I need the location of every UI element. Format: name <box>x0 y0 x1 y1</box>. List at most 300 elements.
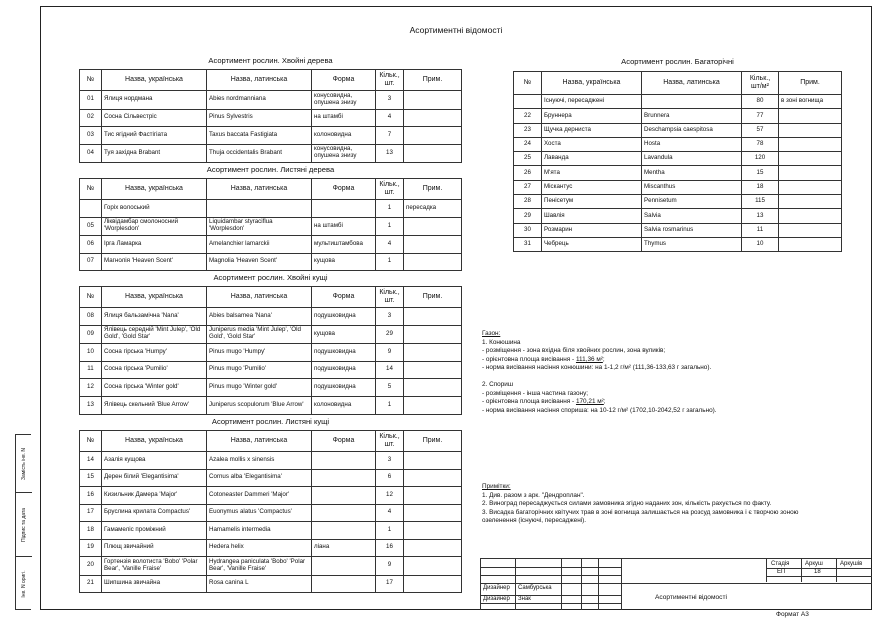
row-number: 31 <box>514 237 542 251</box>
plant-form <box>312 469 376 487</box>
plant-form: подушковидна <box>312 344 376 362</box>
table-row <box>80 217 462 236</box>
row-number: 12 <box>80 379 102 397</box>
row-number: 11 <box>80 361 102 379</box>
plant-form <box>312 200 376 218</box>
section-title: Асортимент рослин. Листяні дерева <box>80 163 462 179</box>
column-header: Форма <box>312 287 376 308</box>
quantity: 4 <box>376 109 404 127</box>
row-number: 27 <box>514 180 542 194</box>
name-latin: Juniperus media 'Mint Julep', 'Old Gold', 'Gold Star' <box>207 325 312 344</box>
table-row <box>80 396 462 415</box>
column-header: Кільк., шт. <box>376 70 404 91</box>
header-row <box>80 70 462 91</box>
lawn-item2-area: 170,21 м² <box>575 398 604 406</box>
name-latin: Salvia <box>642 209 742 223</box>
name-latin: Rosa canina L <box>207 575 312 593</box>
note <box>404 396 462 415</box>
side-stamp <box>15 434 31 610</box>
name-latin <box>207 200 312 218</box>
name-latin: Lavandula <box>642 152 742 166</box>
title-block-rule <box>766 576 872 577</box>
title-block-rule <box>621 583 872 584</box>
header-row <box>80 431 462 452</box>
row-number: 19 <box>80 539 102 557</box>
plant-form: конусовидна, опушена знизу <box>312 91 376 110</box>
name-latin: Thymus <box>642 237 742 251</box>
table-row <box>514 209 842 223</box>
plant-form: подушковидна <box>312 379 376 397</box>
column-header: Кільк., шт/м² <box>742 72 779 95</box>
row-number: 26 <box>514 166 542 180</box>
name-ukrainian: Шавлія <box>542 209 642 223</box>
lawn-item1-area-post: ; <box>602 355 605 363</box>
column-header: Прим. <box>404 70 462 91</box>
trees-shrubs-table <box>79 54 462 593</box>
lawn-item1-area: 111,36 м² <box>575 355 603 363</box>
row-number: 14 <box>80 452 102 470</box>
row-number: 09 <box>80 325 102 344</box>
plant-form: на штамбі <box>312 109 376 127</box>
quantity: 4 <box>376 504 404 522</box>
name-ukrainian: Ліквідамбар смолоносний 'Worplesdon' <box>102 217 207 236</box>
lawn-item2-title: 2. Спориш <box>482 380 513 388</box>
title-block-rule <box>766 559 767 582</box>
table-row <box>80 200 462 218</box>
name-latin: Pinus mugo 'Winter gold' <box>207 379 312 397</box>
row-number: 17 <box>80 504 102 522</box>
quantity: 3 <box>376 452 404 470</box>
name-latin: Taxus baccata Fastigiata <box>207 127 312 145</box>
name-ukrainian: Сосна гірська 'Humpy' <box>102 344 207 362</box>
table-row <box>514 123 842 137</box>
column-header: Прим. <box>404 431 462 452</box>
column-header: Форма <box>312 431 376 452</box>
note <box>404 557 462 576</box>
section-title-row <box>514 54 842 72</box>
name-ukrainian: Горіх волоський <box>102 200 207 218</box>
name-latin: Thuja occidentalis Brabant <box>207 144 312 163</box>
row-number: 16 <box>80 487 102 505</box>
column-header: Кільк., шт. <box>376 287 404 308</box>
quantity: 1 <box>376 200 404 218</box>
quantity: 115 <box>742 195 779 209</box>
row-number: 22 <box>514 109 542 123</box>
column-header: Кільк., шт. <box>376 179 404 200</box>
plant-form: колоновидна <box>312 396 376 415</box>
name-ukrainian: Тис ягідний Фастігіата <box>102 127 207 145</box>
note <box>404 144 462 163</box>
quantity: 14 <box>376 361 404 379</box>
quantity: 57 <box>742 123 779 137</box>
row-number: 06 <box>80 236 102 254</box>
quantity: 13 <box>376 144 404 163</box>
column-header: № <box>80 287 102 308</box>
name-ukrainian: Туя західна Brabant <box>102 144 207 163</box>
quantity: 5 <box>376 379 404 397</box>
name-ukrainian: Міскантус <box>542 180 642 194</box>
quantity: 1 <box>376 396 404 415</box>
row-number: 07 <box>80 253 102 271</box>
name-ukrainian: Гамамеліс проміжний <box>102 522 207 540</box>
table-row <box>514 95 842 109</box>
plant-form <box>312 487 376 505</box>
table-row <box>80 487 462 505</box>
table-row <box>80 325 462 344</box>
note <box>404 91 462 110</box>
row-number: 01 <box>80 91 102 110</box>
name-latin: Deschampsia caespitosa <box>642 123 742 137</box>
plant-form <box>312 522 376 540</box>
title-block-rule <box>481 603 621 604</box>
lawn-item1-title: 1. Конюшина <box>482 338 521 346</box>
row-number: 21 <box>80 575 102 593</box>
remarks-line1: 1. Див. разом з арк. "Дендроплан". <box>482 491 585 499</box>
quantity: 13 <box>742 209 779 223</box>
sheets-label: Аркушів <box>840 561 863 567</box>
column-header: Прим. <box>779 72 842 95</box>
lawn-item1-line3: - норма висівання насіння конюшини: на 1-1,2 г/м² (111,36-133,63 г загально). <box>482 364 712 372</box>
row-number: 05 <box>80 217 102 236</box>
table-row <box>514 152 842 166</box>
section-title-row <box>80 163 462 179</box>
column-header: № <box>80 431 102 452</box>
table-row <box>80 539 462 557</box>
name-ukrainian: Чебрець <box>542 237 642 251</box>
name-latin: Pennisetum <box>642 195 742 209</box>
lawn-item2-area-post: ; <box>603 398 606 406</box>
column-header: Назва, латинська <box>207 70 312 91</box>
quantity: 4 <box>376 236 404 254</box>
table-row <box>514 109 842 123</box>
name-ukrainian: Лаванда <box>542 152 642 166</box>
quantity: 3 <box>376 308 404 326</box>
quantity: 12 <box>376 487 404 505</box>
name-latin: Mentha <box>642 166 742 180</box>
side-stamp-cell <box>16 435 32 493</box>
paper-format: Формат А3 <box>776 611 809 618</box>
note <box>404 127 462 145</box>
note <box>404 217 462 236</box>
name-latin: Hydrangea paniculata 'Bobo' 'Polar Bear', 'Vanille Fraise' <box>207 557 312 576</box>
table-row <box>80 91 462 110</box>
plant-form <box>312 452 376 470</box>
column-header: Назва, українська <box>102 287 207 308</box>
name-latin: Amelanchier lamarckii <box>207 236 312 254</box>
plant-form: конусовидна, опушена знизу <box>312 144 376 163</box>
header-row <box>514 72 842 95</box>
plant-form <box>312 504 376 522</box>
row-number: 29 <box>514 209 542 223</box>
plant-form: кущова <box>312 325 376 344</box>
note <box>404 539 462 557</box>
note: пересадка <box>404 200 462 218</box>
note <box>404 344 462 362</box>
side-stamp-cell <box>16 557 32 611</box>
quantity: 78 <box>742 137 779 151</box>
row-number <box>80 200 102 218</box>
side-stamp-label: Інв. N оригі. <box>21 570 27 598</box>
table-row <box>80 109 462 127</box>
note <box>779 123 842 137</box>
table-row <box>514 137 842 151</box>
lawn-heading: Газон: <box>482 330 501 337</box>
remarks-line4: озеленення (існуючі, пересаджені). <box>482 517 587 525</box>
note <box>404 575 462 593</box>
sheet-label: Аркуш <box>805 561 823 567</box>
table-row <box>80 522 462 540</box>
row-number: 24 <box>514 137 542 151</box>
note <box>779 195 842 209</box>
table-row <box>80 575 462 593</box>
name-ukrainian: Шипшина звичайна <box>102 575 207 593</box>
name-ukrainian: Гортензія волотиста 'Bobo' 'Polar Bear', 'Vanille Fraise' <box>102 557 207 576</box>
table-row <box>80 308 462 326</box>
lawn-item2-line3: - норма висівання насіння спориша: на 10-12 г/м² (1702,10-2042,52 г загально). <box>482 406 717 414</box>
section-title-row <box>80 415 462 431</box>
note <box>404 308 462 326</box>
row-number: 18 <box>80 522 102 540</box>
name-latin: Abies nordmanniana <box>207 91 312 110</box>
remarks-line2: 2. Виноград пересаджується силами замовника згідно наданих зон, кількість рахується по факту. <box>482 500 772 508</box>
column-header: Форма <box>312 70 376 91</box>
name-latin: Azalea mollis x sinensis <box>207 452 312 470</box>
plant-form: колоновидна <box>312 127 376 145</box>
name-latin: Pinus mugo 'Humpy' <box>207 344 312 362</box>
designer-role: Дизайнер <box>483 595 510 602</box>
table-row <box>80 361 462 379</box>
table-row <box>80 144 462 163</box>
note <box>404 452 462 470</box>
section-title-row <box>80 54 462 70</box>
name-ukrainian: Ялиця нордмана <box>102 91 207 110</box>
note <box>404 504 462 522</box>
quantity: 9 <box>376 557 404 576</box>
name-ukrainian: М'ята <box>542 166 642 180</box>
note: в зоні вогнища <box>779 95 842 109</box>
quantity: 18 <box>742 180 779 194</box>
section-title: Асортимент рослин. Хвойні кущі <box>80 271 462 287</box>
designer-name: Знак <box>518 595 531 602</box>
row-number: 20 <box>80 557 102 576</box>
column-header: Назва, українська <box>102 431 207 452</box>
lawn-item2-area-pre: - орієнтовна площа висівання - <box>482 398 576 406</box>
note <box>404 325 462 344</box>
column-header: Прим. <box>404 179 462 200</box>
plant-form: ліана <box>312 539 376 557</box>
plant-form <box>312 575 376 593</box>
name-latin: Salvia rosmarinus <box>642 223 742 237</box>
name-latin: Magnolia 'Heaven Scent' <box>207 253 312 271</box>
name-ukrainian: Сосна гірська 'Winter gold' <box>102 379 207 397</box>
name-latin: Hamamelis intermedia <box>207 522 312 540</box>
stage-value: ЕП <box>777 569 786 575</box>
name-ukrainian: Ялівець скельний 'Blue Arrow' <box>102 396 207 415</box>
note <box>404 109 462 127</box>
title-block-rule <box>481 575 621 576</box>
quantity: 6 <box>376 469 404 487</box>
quantity: 9 <box>376 344 404 362</box>
name-latin: Abies balsamea 'Nana' <box>207 308 312 326</box>
quantity: 1 <box>376 522 404 540</box>
table-row <box>80 127 462 145</box>
row-number: 08 <box>80 308 102 326</box>
remarks <box>482 483 798 526</box>
name-latin: Hosta <box>642 137 742 151</box>
lawn-item2-line2 <box>482 398 717 407</box>
section-title: Асортимент рослин. Листяні кущі <box>80 415 462 431</box>
column-header: Назва, українська <box>102 70 207 91</box>
title-block-rule <box>801 559 802 582</box>
plant-form: кущова <box>312 253 376 271</box>
column-header: Назва, латинська <box>207 179 312 200</box>
lawn-item1-line1: - розміщення - зона вхідна біля хвойних рослин, зона вуликів; <box>482 347 666 355</box>
side-stamp-label: Замість інв. N <box>21 447 27 480</box>
row-number: 15 <box>80 469 102 487</box>
note <box>779 166 842 180</box>
plant-form: подушковидна <box>312 361 376 379</box>
name-latin: Cotoneaster Dammeri 'Major' <box>207 487 312 505</box>
name-ukrainian: Ялиця бальзамічна 'Nana' <box>102 308 207 326</box>
note <box>404 379 462 397</box>
column-header: Назва, українська <box>102 179 207 200</box>
quantity: 10 <box>742 237 779 251</box>
quantity: 3 <box>376 91 404 110</box>
column-header: № <box>80 70 102 91</box>
table-row <box>514 180 842 194</box>
row-number: 23 <box>514 123 542 137</box>
row-number: 25 <box>514 152 542 166</box>
name-latin: Cornus alba 'Elegantisima' <box>207 469 312 487</box>
name-ukrainian: Пенісетум <box>542 195 642 209</box>
page-title: Асортиментні відомості <box>409 25 503 35</box>
name-latin: Euonymus alatus 'Compactus' <box>207 504 312 522</box>
name-latin: Pinus mugo 'Pumilio' <box>207 361 312 379</box>
row-number: 10 <box>80 344 102 362</box>
name-latin <box>642 95 742 109</box>
name-latin: Juniperus scopulorum 'Blue Arrow' <box>207 396 312 415</box>
quantity: 11 <box>742 223 779 237</box>
lawn-item1-area-pre: - орієнтовна площа висівання - <box>482 355 576 363</box>
name-ukrainian: Щучка дерниста <box>542 123 642 137</box>
name-latin: Pinus Sylvestris <box>207 109 312 127</box>
note <box>779 109 842 123</box>
name-ukrainian: Плющ звичайний <box>102 539 207 557</box>
table-row <box>80 452 462 470</box>
name-latin: Hedera helix <box>207 539 312 557</box>
table-row <box>514 195 842 209</box>
note <box>779 223 842 237</box>
name-ukrainian: Магнолія 'Heaven Scent' <box>102 253 207 271</box>
side-stamp-label: Підпис та дата <box>21 507 27 542</box>
remarks-heading: Примітки: <box>482 483 511 490</box>
title-block-rule <box>836 559 837 582</box>
lawn-item2-line1: - розміщення - інша частина газону; <box>482 389 589 397</box>
row-number: 03 <box>80 127 102 145</box>
quantity: 1 <box>376 253 404 271</box>
perennials-table <box>513 54 842 252</box>
plant-form: подушковидна <box>312 308 376 326</box>
table-row <box>80 469 462 487</box>
name-ukrainian: Існуючі, пересаджені <box>542 95 642 109</box>
table-row <box>514 166 842 180</box>
column-header: Назва, латинська <box>207 287 312 308</box>
lawn-notes <box>482 330 717 415</box>
note <box>404 253 462 271</box>
table-row <box>80 253 462 271</box>
plant-form: на штамбі <box>312 217 376 236</box>
note <box>404 487 462 505</box>
table-row <box>514 237 842 251</box>
table-row <box>514 223 842 237</box>
row-number: 28 <box>514 195 542 209</box>
table-row <box>80 344 462 362</box>
name-ukrainian: Ірга Ламарка <box>102 236 207 254</box>
quantity: 16 <box>376 539 404 557</box>
side-stamp-cell <box>16 493 32 557</box>
name-ukrainian: Дерен білий 'Elegantisima' <box>102 469 207 487</box>
remarks-line3: 3. Висадка багаторічних квітучих трав в зоні вогнища залишається на розсуд замовника і є творчою зоною <box>482 508 799 516</box>
stage-label: Стадія <box>771 561 790 567</box>
name-ukrainian: Ялівець середній 'Mint Julep', 'Old Gold', 'Gold Star' <box>102 325 207 344</box>
designer-name: Самбурська <box>518 584 552 591</box>
name-ukrainian: Кизильник Дамера 'Major' <box>102 487 207 505</box>
column-header: № <box>80 179 102 200</box>
header-row <box>80 287 462 308</box>
note <box>404 469 462 487</box>
quantity: 7 <box>376 127 404 145</box>
table-row <box>80 557 462 576</box>
name-ukrainian: Хоста <box>542 137 642 151</box>
row-number: 30 <box>514 223 542 237</box>
name-latin: Brunnera <box>642 109 742 123</box>
column-header: Кільк., шт. <box>376 431 404 452</box>
column-header: Форма <box>312 179 376 200</box>
note <box>404 522 462 540</box>
name-ukrainian: Бруслина крилата Compactus' <box>102 504 207 522</box>
title-block <box>480 558 871 610</box>
sheet-value: 18 <box>814 569 821 575</box>
quantity: 77 <box>742 109 779 123</box>
section-title-row <box>80 271 462 287</box>
designer-role: Дизайнер <box>483 584 510 591</box>
name-ukrainian: Бруннера <box>542 109 642 123</box>
quantity: 1 <box>376 217 404 236</box>
table-row <box>80 236 462 254</box>
name-ukrainian: Сосна гірська 'Pumilio' <box>102 361 207 379</box>
column-header: Назва, латинська <box>207 431 312 452</box>
note <box>404 361 462 379</box>
section-title: Асортимент рослин. Багаторічні <box>514 54 842 72</box>
name-ukrainian: Розмарин <box>542 223 642 237</box>
quantity: 80 <box>742 95 779 109</box>
row-number <box>514 95 542 109</box>
column-header: Назва, латинська <box>642 72 742 95</box>
table-row <box>80 379 462 397</box>
name-latin: Miscanthus <box>642 180 742 194</box>
name-ukrainian: Азалія кущова <box>102 452 207 470</box>
plant-form: мультиштамбова <box>312 236 376 254</box>
title-block-rule <box>481 567 621 568</box>
header-row <box>80 179 462 200</box>
sheet-title: Асортиментні відомості <box>655 594 727 601</box>
row-number: 13 <box>80 396 102 415</box>
note <box>779 209 842 223</box>
name-latin: Liquidambar styraciflua 'Worplesdon' <box>207 217 312 236</box>
note <box>779 137 842 151</box>
quantity: 17 <box>376 575 404 593</box>
quantity: 29 <box>376 325 404 344</box>
